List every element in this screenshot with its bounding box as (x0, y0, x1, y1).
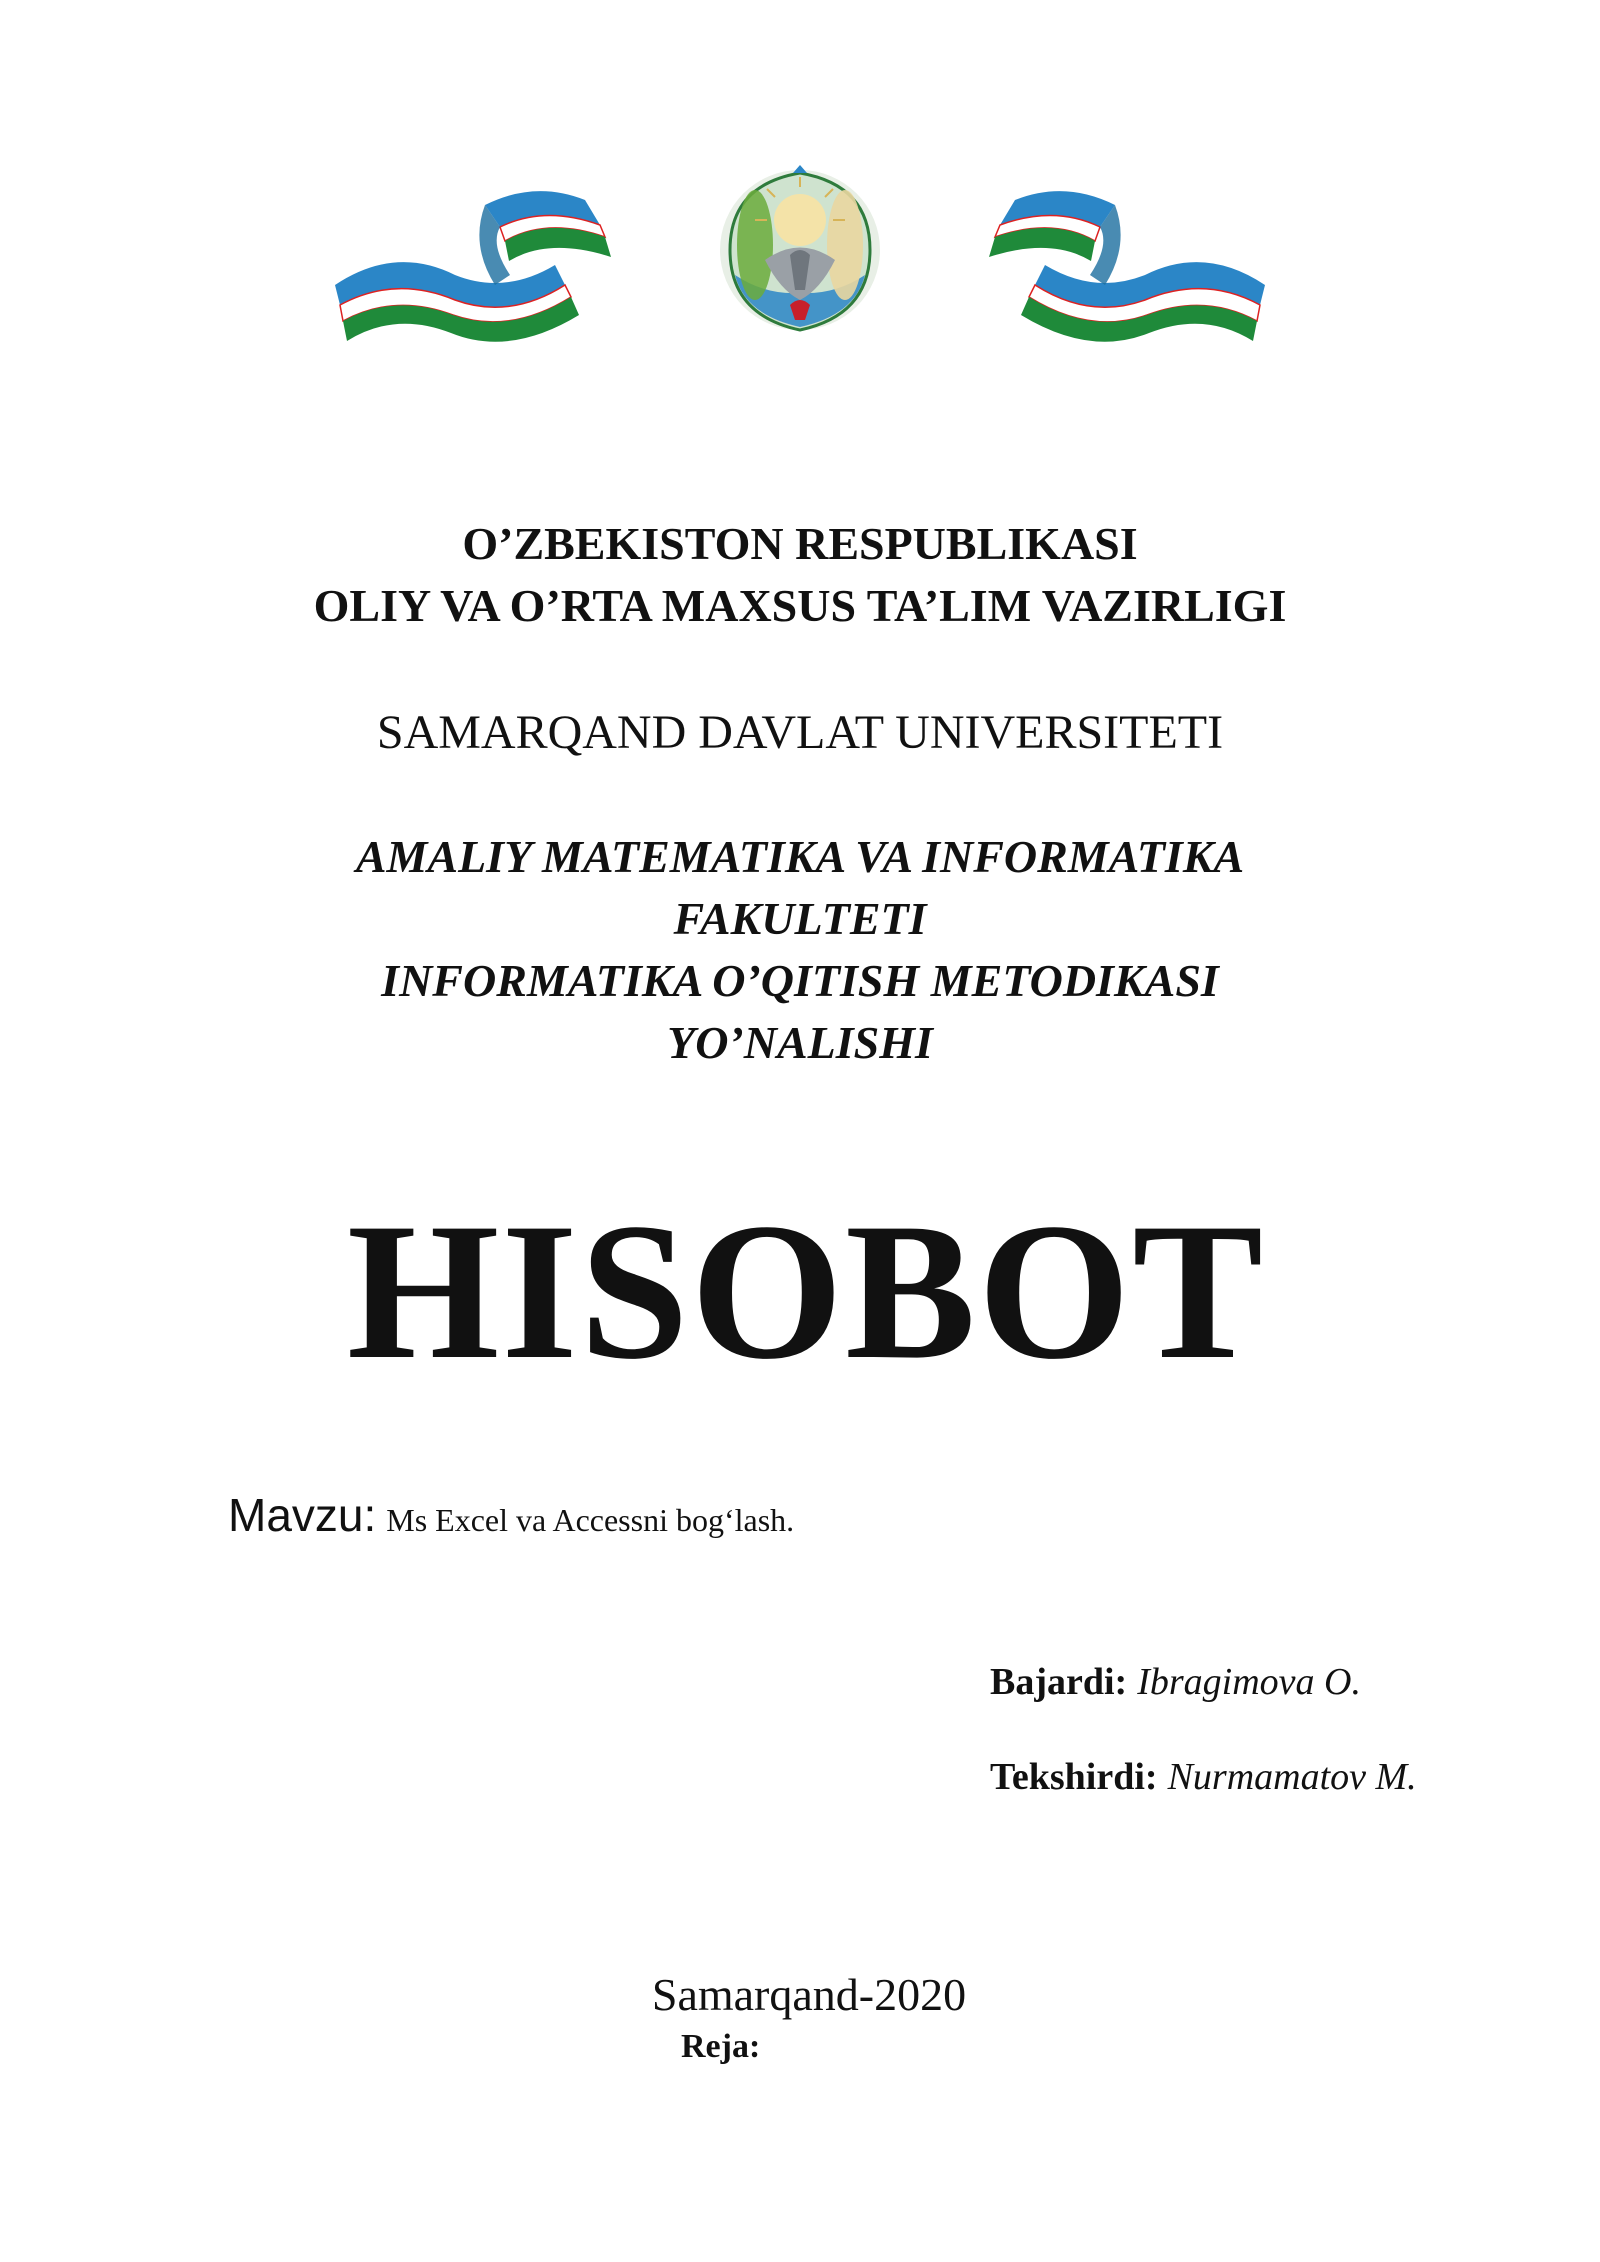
checked-by-name: Nurmamatov M. (1167, 1756, 1417, 1798)
place-year: Samarqand-2020 (651, 1969, 967, 2020)
performed-by-line (990, 1660, 1361, 1704)
performed-by-name: Ibragimova O. (1137, 1661, 1361, 1703)
topic-label: Mavzu: (228, 1489, 377, 1541)
flag-ribbon-right (989, 191, 1265, 342)
topic-value: Ms Excel va Accessni bog‘lash. (386, 1502, 795, 1538)
performed-by-label: Bajardi: (990, 1661, 1128, 1703)
ministry-heading: OLIY VA O’RTA MAXSUS TA’LIM VAZIRLIGI (313, 580, 1287, 631)
flag-ribbon-left (335, 191, 611, 342)
faculty-line-2: FAKULTETI (673, 893, 927, 944)
university-name: SAMARQAND DAVLAT UNIVERSITETI (376, 706, 1224, 759)
direction-line-1: INFORMATIKA O’QITISH METODIKASI (381, 955, 1219, 1006)
direction-line-2: YO’NALISHI (667, 1017, 933, 1068)
plan-heading: Reja: (681, 2028, 761, 2065)
coat-of-arms (720, 165, 880, 330)
document-title: HISOBOT (346, 1183, 1266, 1400)
state-emblem-icon (335, 165, 1265, 355)
faculty-line-1: AMALIY MATEMATIKA VA INFORMATIKA (355, 831, 1245, 882)
republic-heading: O’ZBEKISTON RESPUBLIKASI (462, 518, 1138, 569)
checked-by-line (990, 1755, 1417, 1799)
checked-by-label: Tekshirdi: (990, 1756, 1158, 1798)
topic-line (228, 1488, 794, 1542)
